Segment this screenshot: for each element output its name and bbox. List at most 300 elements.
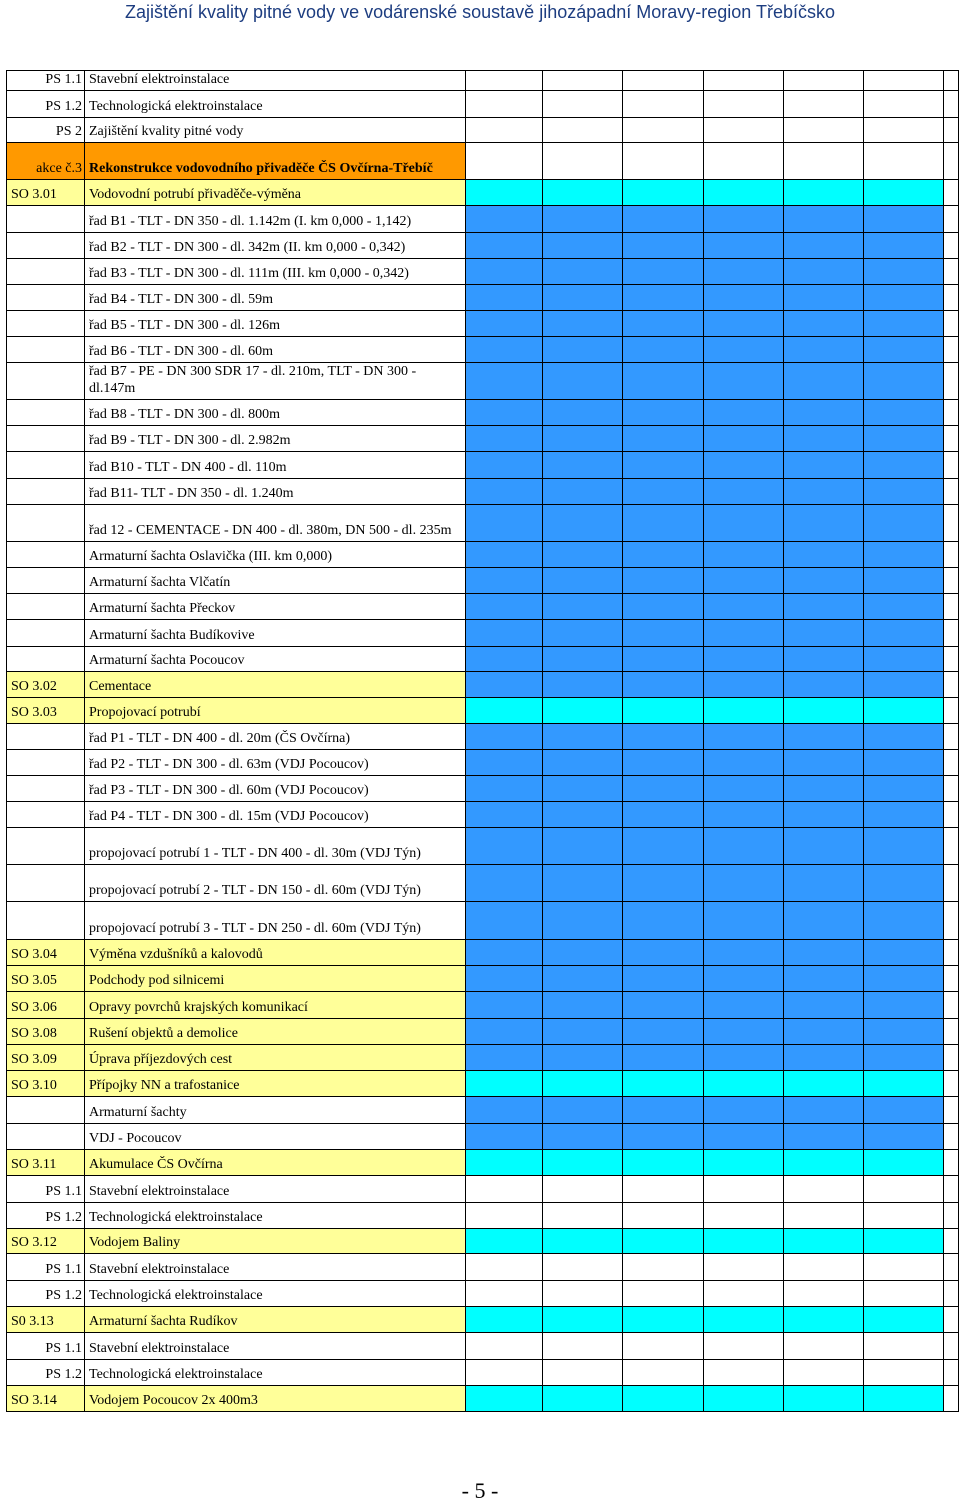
table-row [7,1097,959,1124]
item-description: řad B2 - TLT - DN 300 - dl. 342m (II. km 0,000 - 0,342) [85,233,466,259]
schedule-cell-cyan [704,180,784,206]
schedule-cell-white [944,426,959,452]
schedule-cell-blue [543,285,623,311]
item-description: Akumulace ČS Ovčírna [85,1150,466,1176]
schedule-body [7,71,959,1412]
schedule-cell-blue [864,505,944,542]
schedule-cell-white [704,71,784,91]
schedule-cell-blue [466,776,543,802]
item-description: Zajištění kvality pitné vody [85,118,466,143]
schedule-cell-white [543,118,623,143]
schedule-cell-white [543,71,623,91]
schedule-cell-white [864,1333,944,1360]
schedule-cell-white [784,1281,864,1307]
schedule-cell-blue [704,233,784,259]
schedule-cell-white [944,71,959,91]
item-code: PS 1.1 [7,1254,85,1281]
schedule-cell-blue [466,426,543,452]
item-code [7,828,85,865]
table-row [7,724,959,750]
schedule-cell-blue [784,865,864,902]
schedule-cell-blue [466,672,543,698]
schedule-cell-blue [784,505,864,542]
item-description: Výměna vzdušníků a kalovodů [85,940,466,966]
item-description: řad B5 - TLT - DN 300 - dl. 126m [85,311,466,337]
item-description: Vodovodní potrubí přivaděče-výměna [85,180,466,206]
schedule-cell-blue [704,337,784,363]
schedule-cell-cyan [784,1229,864,1254]
item-description: Vodojem Baliny [85,1229,466,1254]
item-code [7,363,85,400]
schedule-cell-blue [704,505,784,542]
table-row [7,311,959,337]
schedule-cell-white [623,1360,704,1386]
schedule-cell-white [944,1097,959,1124]
schedule-cell-cyan [704,1307,784,1333]
schedule-cell-white [704,143,784,180]
item-code [7,337,85,363]
schedule-cell-blue [466,206,543,233]
schedule-cell-blue [864,1124,944,1150]
schedule-cell-white [944,1333,959,1360]
construction-schedule-table [6,70,959,1412]
schedule-cell-blue [543,724,623,750]
table-row [7,285,959,311]
item-code [7,233,85,259]
item-code [7,426,85,452]
table-row [7,143,959,180]
schedule-cell-blue [623,206,704,233]
schedule-cell-white [944,1019,959,1045]
schedule-cell-blue [784,966,864,992]
schedule-cell-cyan [864,1307,944,1333]
schedule-cell-white [623,118,704,143]
table-row [7,400,959,426]
schedule-cell-cyan [623,698,704,724]
item-description: Armaturní šachta Pocoucov [85,647,466,672]
schedule-cell-white [784,71,864,91]
schedule-cell-blue [704,452,784,479]
schedule-cell-white [944,233,959,259]
item-description: Stavební elektroinstalace [85,1176,466,1203]
schedule-cell-blue [704,479,784,505]
table-row [7,1176,959,1203]
schedule-cell-white [944,1360,959,1386]
schedule-cell-blue [623,966,704,992]
schedule-cell-blue [466,363,543,400]
schedule-cell-blue [864,776,944,802]
schedule-cell-blue [704,1045,784,1071]
item-code [7,724,85,750]
schedule-cell-white [623,91,704,118]
schedule-cell-blue [466,259,543,285]
schedule-cell-blue [784,1045,864,1071]
schedule-cell-blue [704,285,784,311]
item-description: Rekonstrukce vodovodního přivaděče ČS Ovčírna-Třebíč [85,143,466,180]
schedule-cell-white [944,776,959,802]
schedule-cell-blue [466,828,543,865]
schedule-cell-cyan [704,1386,784,1412]
table-row [7,1333,959,1360]
schedule-cell-blue [623,285,704,311]
schedule-cell-blue [704,992,784,1019]
schedule-cell-blue [543,479,623,505]
item-description: VDJ - Pocoucov [85,1124,466,1150]
schedule-cell-blue [864,902,944,940]
item-description: řad B10 - TLT - DN 400 - dl. 110m [85,452,466,479]
schedule-cell-blue [784,594,864,620]
schedule-cell-blue [543,1045,623,1071]
schedule-cell-cyan [466,1229,543,1254]
table-row [7,1071,959,1097]
item-description: Armaturní šachta Rudíkov [85,1307,466,1333]
item-code: PS 1.1 [7,1333,85,1360]
table-row [7,1229,959,1254]
schedule-cell-cyan [466,1307,543,1333]
schedule-cell-white [944,1071,959,1097]
schedule-cell-white [944,311,959,337]
schedule-cell-blue [784,452,864,479]
schedule-cell-blue [466,940,543,966]
schedule-cell-blue [623,311,704,337]
schedule-cell-blue [784,1124,864,1150]
schedule-cell-blue [466,1124,543,1150]
schedule-cell-cyan [543,1386,623,1412]
schedule-cell-cyan [784,1386,864,1412]
schedule-cell-cyan [543,180,623,206]
schedule-cell-blue [704,776,784,802]
schedule-cell-blue [864,542,944,568]
table-row [7,672,959,698]
schedule-cell-cyan [543,1229,623,1254]
schedule-cell-blue [466,620,543,647]
item-description: řad B9 - TLT - DN 300 - dl. 2.982m [85,426,466,452]
item-description: řad 12 - CEMENTACE - DN 400 - dl. 380m, DN 500 - dl. 235m [85,505,466,542]
schedule-cell-blue [704,259,784,285]
item-description: Cementace [85,672,466,698]
schedule-cell-white [944,118,959,143]
schedule-cell-white [784,1176,864,1203]
schedule-cell-blue [466,452,543,479]
schedule-cell-white [623,71,704,91]
item-code [7,542,85,568]
schedule-cell-white [466,1333,543,1360]
schedule-cell-blue [784,259,864,285]
item-description: Armaturní šachta Přeckov [85,594,466,620]
schedule-cell-blue [623,594,704,620]
table-row [7,966,959,992]
schedule-cell-blue [864,672,944,698]
schedule-cell-blue [623,1019,704,1045]
schedule-cell-white [543,91,623,118]
schedule-cell-white [944,1307,959,1333]
item-description: řad B4 - TLT - DN 300 - dl. 59m [85,285,466,311]
schedule-cell-blue [623,802,704,828]
item-code [7,1124,85,1150]
item-description: řad B11- TLT - DN 350 - dl. 1.240m [85,479,466,505]
item-code [7,479,85,505]
schedule-cell-blue [543,206,623,233]
item-description: propojovací potrubí 2 - TLT - DN 150 - dl. 60m (VDJ Týn) [85,865,466,902]
schedule-cell-blue [466,802,543,828]
item-code [7,865,85,902]
table-row [7,259,959,285]
item-description: Technologická elektroinstalace [85,91,466,118]
schedule-cell-white [704,1254,784,1281]
schedule-cell-white [466,91,543,118]
schedule-cell-white [944,724,959,750]
schedule-cell-white [944,452,959,479]
schedule-cell-blue [704,828,784,865]
table-row [7,1281,959,1307]
schedule-cell-white [944,750,959,776]
schedule-cell-white [944,828,959,865]
schedule-cell-white [944,180,959,206]
item-code [7,505,85,542]
schedule-cell-blue [864,363,944,400]
item-description: Stavební elektroinstalace [85,71,466,91]
schedule-cell-blue [543,992,623,1019]
schedule-cell-white [543,143,623,180]
schedule-cell-blue [466,311,543,337]
schedule-cell-blue [704,902,784,940]
schedule-cell-cyan [543,1307,623,1333]
schedule-cell-white [864,1203,944,1229]
schedule-cell-blue [864,594,944,620]
item-description: Armaturní šachty [85,1097,466,1124]
schedule-cell-blue [466,1045,543,1071]
table-row [7,363,959,400]
schedule-cell-white [466,1254,543,1281]
item-description: Vodojem Pocoucov 2x 400m3 [85,1386,466,1412]
schedule-cell-white [466,1360,543,1386]
item-code [7,902,85,940]
schedule-cell-white [466,1176,543,1203]
schedule-cell-blue [784,568,864,594]
schedule-cell-white [944,206,959,233]
schedule-cell-white [944,865,959,902]
table-row [7,698,959,724]
schedule-cell-blue [704,206,784,233]
item-code: SO 3.10 [7,1071,85,1097]
schedule-cell-blue [623,724,704,750]
item-code: SO 3.01 [7,180,85,206]
schedule-cell-blue [784,337,864,363]
item-code [7,311,85,337]
schedule-cell-blue [704,724,784,750]
schedule-cell-cyan [623,1229,704,1254]
item-code: SO 3.14 [7,1386,85,1412]
schedule-cell-blue [466,724,543,750]
schedule-cell-blue [623,620,704,647]
schedule-cell-blue [543,337,623,363]
table-row [7,180,959,206]
schedule-cell-blue [543,311,623,337]
schedule-cell-cyan [623,1307,704,1333]
schedule-cell-blue [623,568,704,594]
schedule-cell-white [784,143,864,180]
item-code: PS 1.2 [7,1360,85,1386]
table-row [7,1386,959,1412]
schedule-cell-blue [623,647,704,672]
schedule-cell-blue [784,828,864,865]
table-row [7,479,959,505]
schedule-cell-blue [543,966,623,992]
schedule-cell-blue [784,363,864,400]
schedule-cell-blue [466,233,543,259]
table-row [7,426,959,452]
schedule-cell-blue [864,940,944,966]
schedule-cell-blue [864,724,944,750]
schedule-cell-blue [466,479,543,505]
schedule-cell-white [944,1254,959,1281]
item-code: PS 1.1 [7,71,85,91]
table-row [7,1307,959,1333]
table-row [7,1045,959,1071]
schedule-cell-cyan [466,698,543,724]
item-description: Úprava příjezdových cest [85,1045,466,1071]
schedule-cell-blue [784,400,864,426]
schedule-cell-white [944,259,959,285]
schedule-cell-white [864,91,944,118]
schedule-cell-blue [466,902,543,940]
schedule-cell-white [784,1203,864,1229]
schedule-cell-blue [543,620,623,647]
schedule-cell-blue [704,940,784,966]
schedule-cell-blue [623,902,704,940]
schedule-cell-blue [466,285,543,311]
item-description: řad B3 - TLT - DN 300 - dl. 111m (III. km 0,000 - 0,342) [85,259,466,285]
schedule-cell-white [944,1229,959,1254]
schedule-cell-blue [704,542,784,568]
schedule-cell-blue [623,363,704,400]
schedule-cell-blue [784,902,864,940]
schedule-cell-white [944,1386,959,1412]
schedule-cell-blue [704,647,784,672]
table-row [7,337,959,363]
schedule-cell-white [704,1176,784,1203]
item-description: řad P1 - TLT - DN 400 - dl. 20m (ČS Ovčírna) [85,724,466,750]
schedule-cell-white [944,568,959,594]
schedule-cell-white [944,1150,959,1176]
table-row [7,594,959,620]
item-code: PS 1.2 [7,1203,85,1229]
schedule-cell-white [944,672,959,698]
item-code: SO 3.02 [7,672,85,698]
schedule-cell-white [784,1333,864,1360]
schedule-cell-blue [704,966,784,992]
schedule-cell-blue [623,400,704,426]
schedule-cell-white [704,91,784,118]
table-row [7,71,959,91]
schedule-cell-blue [864,452,944,479]
item-code: SO 3.03 [7,698,85,724]
schedule-cell-blue [466,505,543,542]
item-description: propojovací potrubí 3 - TLT - DN 250 - dl. 60m (VDJ Týn) [85,902,466,940]
schedule-cell-white [944,479,959,505]
schedule-cell-blue [784,802,864,828]
item-code: SO 3.04 [7,940,85,966]
schedule-cell-blue [704,594,784,620]
schedule-cell-blue [543,940,623,966]
schedule-cell-blue [864,647,944,672]
item-code: SO 3.09 [7,1045,85,1071]
schedule-cell-blue [543,750,623,776]
schedule-cell-blue [543,1097,623,1124]
schedule-cell-cyan [864,1150,944,1176]
schedule-cell-cyan [864,1229,944,1254]
schedule-cell-cyan [704,1150,784,1176]
schedule-cell-blue [543,1019,623,1045]
schedule-cell-white [623,1176,704,1203]
document-title: Zajištění kvality pitné vody ve vodárenské soustavě jihozápadní Moravy-region Třebíčsko [124,2,836,22]
table-row [7,992,959,1019]
schedule-cell-blue [704,363,784,400]
schedule-cell-white [944,966,959,992]
schedule-cell-cyan [623,1386,704,1412]
schedule-cell-cyan [864,1071,944,1097]
schedule-cell-white [704,1360,784,1386]
schedule-cell-blue [623,828,704,865]
table-row [7,452,959,479]
schedule-cell-blue [543,505,623,542]
schedule-cell-blue [784,206,864,233]
table-row [7,91,959,118]
table-row [7,1150,959,1176]
table-row [7,1019,959,1045]
table-row [7,1124,959,1150]
schedule-cell-blue [864,1045,944,1071]
schedule-cell-blue [784,426,864,452]
schedule-cell-blue [784,750,864,776]
item-description: Propojovací potrubí [85,698,466,724]
table-row [7,1203,959,1229]
schedule-cell-white [543,1333,623,1360]
schedule-cell-white [944,1281,959,1307]
schedule-cell-white [543,1254,623,1281]
schedule-cell-cyan [466,180,543,206]
schedule-cell-cyan [784,698,864,724]
schedule-cell-blue [864,828,944,865]
schedule-cell-blue [704,802,784,828]
schedule-cell-blue [466,865,543,902]
schedule-cell-blue [543,426,623,452]
item-code [7,647,85,672]
schedule-cell-white [864,71,944,91]
schedule-cell-white [466,1203,543,1229]
schedule-cell-blue [543,828,623,865]
item-description: Stavební elektroinstalace [85,1254,466,1281]
item-code [7,594,85,620]
schedule-cell-blue [623,865,704,902]
item-description: Technologická elektroinstalace [85,1360,466,1386]
schedule-cell-blue [704,568,784,594]
schedule-cell-blue [623,233,704,259]
table-row [7,206,959,233]
schedule-cell-white [704,1203,784,1229]
schedule-cell-blue [864,479,944,505]
table-row [7,1360,959,1386]
item-code [7,620,85,647]
schedule-cell-blue [864,802,944,828]
schedule-cell-white [466,143,543,180]
schedule-cell-white [466,118,543,143]
schedule-cell-blue [623,426,704,452]
item-code: PS 1.2 [7,1281,85,1307]
schedule-cell-white [543,1176,623,1203]
schedule-cell-blue [704,1019,784,1045]
item-code [7,452,85,479]
